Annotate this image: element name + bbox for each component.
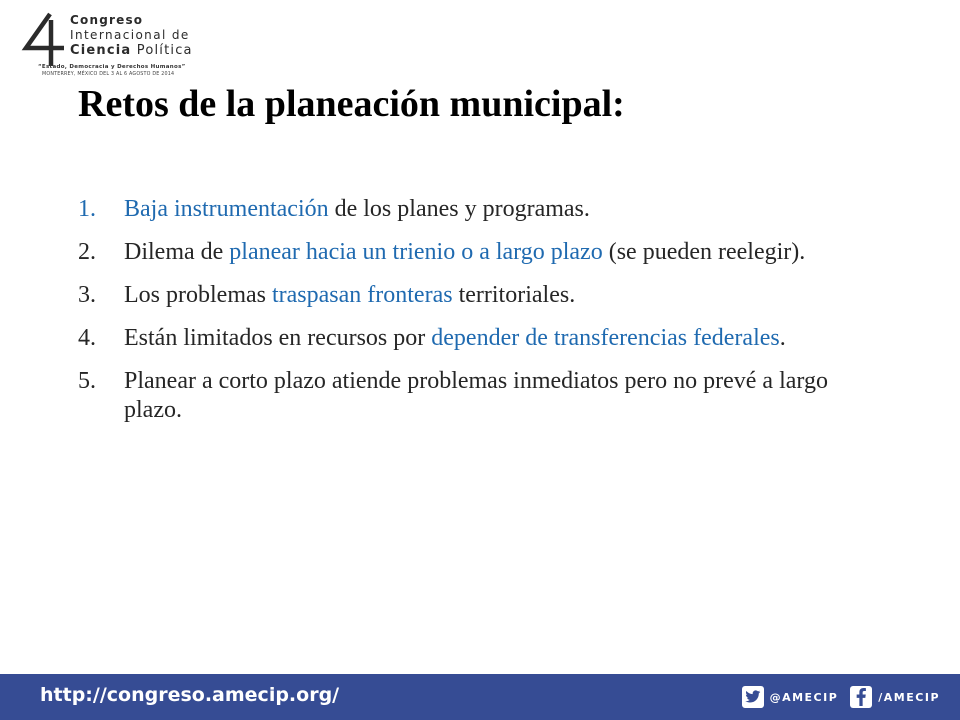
- logo-line-congreso: Congreso: [70, 13, 144, 27]
- item-text: territoriales.: [452, 282, 576, 308]
- list-item: [78, 238, 888, 267]
- highlighted-text: planear hacia un trienio o a largo plazo: [229, 239, 603, 265]
- highlighted-text: Baja instrumentación: [124, 196, 329, 222]
- item-text: Los problemas: [124, 282, 272, 308]
- logo-line-internacional: Internacional de: [70, 28, 190, 42]
- list-item-number: 2.: [78, 239, 96, 265]
- highlighted-text: depender de transferencias federales: [431, 325, 780, 351]
- list-item: [78, 195, 888, 224]
- list-item-number: 4.: [78, 325, 96, 351]
- list-item-number: 1.: [78, 196, 96, 222]
- social-links: [742, 685, 940, 709]
- list-item: [78, 367, 888, 425]
- item-text: Planear a corto plazo atiende problemas inmediatos pero no prevé a largo plazo.: [124, 368, 828, 423]
- item-text: (se pueden reelegir).: [602, 239, 806, 265]
- logo-politica: Política: [131, 43, 193, 58]
- facebook-icon[interactable]: [850, 686, 872, 708]
- list-item-number: 3.: [78, 282, 96, 308]
- challenges-list: [78, 195, 888, 439]
- highlighted-text: traspasan fronteras: [271, 282, 453, 308]
- logo-four-numeral: [20, 12, 70, 67]
- slide-title: Retos de la planeación municipal:: [78, 83, 625, 125]
- list-item-number: 5.: [78, 368, 96, 394]
- logo-line-ciencia: [70, 43, 193, 58]
- list-item: [78, 324, 888, 353]
- list-item: [78, 281, 888, 310]
- logo-tagline: “Estado, Democracia y Derechos Humanos”: [38, 64, 186, 70]
- item-text: Dilema de: [124, 239, 230, 265]
- logo-ciencia-bold: Ciencia: [70, 43, 132, 58]
- congress-logo: [20, 12, 220, 82]
- footer-url-link[interactable]: http://congreso.amecip.org/: [40, 684, 340, 706]
- twitter-handle[interactable]: @AMECIP: [769, 690, 839, 704]
- logo-subline: MONTERREY, MÉXICO DEL 3 AL 6 AGOSTO DE 2014: [42, 72, 175, 77]
- facebook-handle[interactable]: /AMECIP: [878, 690, 940, 704]
- item-text: de los planes y programas.: [328, 196, 590, 222]
- item-text: Están limitados en recursos por: [124, 325, 432, 351]
- item-text: .: [779, 325, 786, 351]
- footer-bar: [0, 674, 960, 720]
- twitter-icon[interactable]: [742, 686, 764, 708]
